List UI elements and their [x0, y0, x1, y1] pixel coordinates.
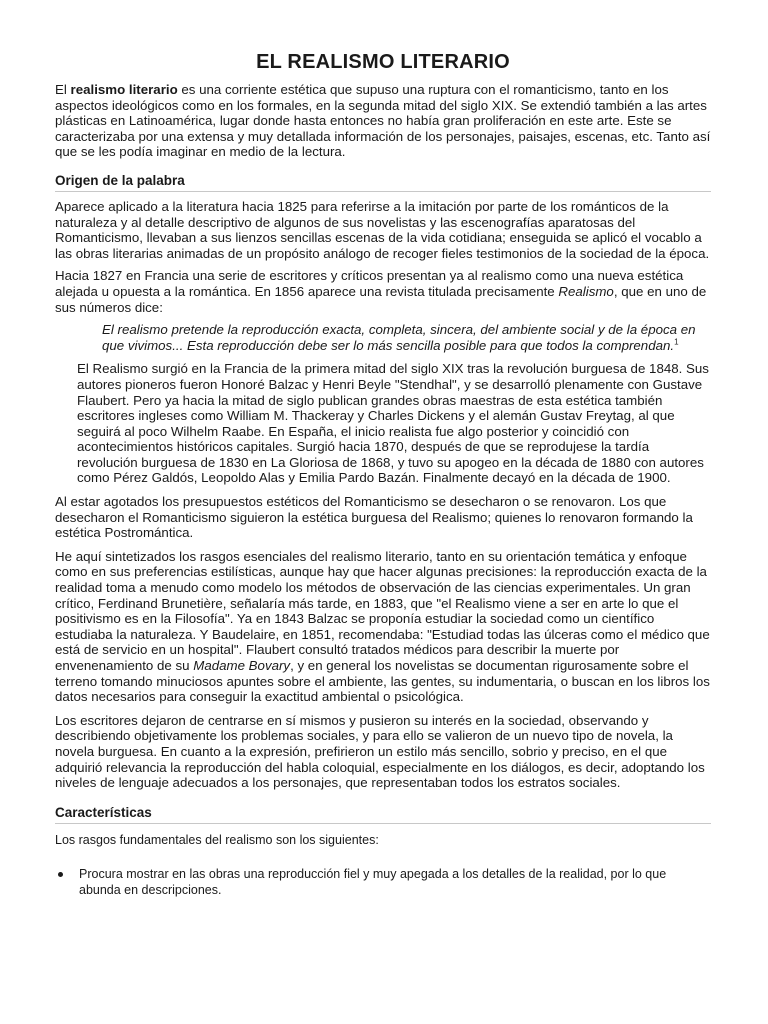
intro-post: es una corriente estética que supuso una ruptura con el romanticismo, tanto en los aspectos ideológicos como en los formales, en la segunda mitad del siglo XIX. Se extendió también a las artes plásticas en Latinoamérica, lugar donde hasta entonces no había gran proliferación en este arte. Este se caracterizaba por una extensa y muy detallada información de los personajes, paisajes, escenas, etc. Tanto así que se les podía imaginar en medio de la lectura.: [55, 82, 711, 160]
intro-pre: El: [55, 82, 71, 97]
intro-bold-term: realismo literario: [70, 82, 178, 97]
origen-p5-italic: Madame Bovary: [193, 658, 291, 673]
origen-p2-post: , que en uno de sus números dice:: [55, 283, 707, 315]
origen-paragraph-4: Al estar agotados los presupuestos estéticos del Romanticismo se desecharon o se renovaron. Los que desecharon el Romanticismo siguieron la estética burguesa del Realismo; quienes lo renovaron formando la estética Postromántica.: [55, 494, 693, 541]
section-heading-origen: Origen de la palabra: [55, 172, 711, 192]
quote-block: [102, 322, 711, 353]
page-title: EL REALISMO LITERARIO: [256, 51, 510, 73]
origen-p5-pre: He aquí sintetizados los rasgos esenciales del realismo literario, tanto en su orientación temática y enfoque como en sus preferencias estilísticas, aunque hay que hacer algunas precisiones: la reproducción exacta de la realidad toma a menudo como modelo los métodos de observación de las ciencias experimentales. Un gran crítico, Ferdinand Brunetière, señalaría más tarde, en 1883, que "el Realismo viene a ser en arte lo que el positivismo es en la Filosofía". Ya en 1843 Balzac se proponía estudiar la sociedad como un científico estudiaba la naturaleza. Y Baudelaire, en 1851, recomendaba: "Estudiad todas las úlceras como el médico que está de servicio en un hospital". Flaubert consultó tratados médicos para describir la muerte por envenenamiento de su: [55, 548, 710, 673]
section-heading-caracteristicas: Características: [55, 804, 711, 824]
origen-paragraph-5: [55, 549, 711, 705]
bullet-icon: [58, 872, 63, 877]
origen-paragraph-2: [55, 268, 711, 315]
list-item: [55, 867, 711, 898]
origen-p5-post: , y en general los novelistas se documentan rigurosamente sobre el terreno tomando minuciosos apuntes sobre el ambiente, las gentes, su indumentaria, o buscan en los libros los datos necesarios para conseguir la exactitud ambiental o psicológica.: [55, 658, 710, 705]
origen-paragraph-3: El Realismo surgió en la Francia de la primera mitad del siglo XIX tras la revolución burguesa de 1848. Sus autores pioneros fueron Honoré Balzac y Henri Beyle "Stendhal", y se desarrolló plenamente con Gustave Flaubert. Pero ya hacia la mitad de siglo publican grandes obras maestras de esta estética también escritores ingleses como William M. Thackeray y Charles Dickens y el alemán Gustav Freytag, al que seguirá al poco Wilhelm Raabe. En España, el inicio realista fue algo posterior y coincidió con acontecimientos históricos capitales. Surgió hacia 1870, después de que se reprodujese la tardía revolución burguesa de 1830 en La Gloriosa de 1868, y tuvo su apogeo en la década de 1880 con autores como Pérez Galdós, Leopoldo Alas y Emilia Pardo Bazán. Finalmente decayó en la década de 1900.: [77, 361, 709, 486]
origen-p2-italic: Realismo: [558, 283, 614, 299]
caracteristicas-intro: Los rasgos fundamentales del realismo son los siguientes:: [55, 832, 379, 847]
footnote-marker[interactable]: 1: [674, 337, 679, 347]
caracteristicas-list: [55, 867, 711, 898]
origen-p2-pre: Hacia 1827 en Francia una serie de escritores y críticos presentan ya al realismo como una nueva estética alejada u opuesta a la romántica. En 1856 aparece una revista titulada precisamente: [55, 268, 684, 299]
origen-paragraph-1: Aparece aplicado a la literatura hacia 1825 para referirse a la imitación por parte de los románticos de la naturaleza y al detalle descriptivo de algunos de sus novelistas y las escenografías aparatosas del Romanticismo, llevaban a sus lienzos sencillas escenas de la vida cotidiana; enseguida se aplicó el vocablo a las obras literarias animadas de un propósito análogo de recoger fieles testimonios de la sociedad de la época.: [55, 198, 710, 261]
origen-paragraph-6: Los escritores dejaron de centrarse en sí mismos y pusieron su interés en la sociedad, observando y describiendo objetivamente los problemas sociales, y para ello se valieron de un nuevo tipo de novela, la novela burguesa. En cuanto a la expresión, prefirieron un estilo más sencillo, sobrio y preciso, en el que adquirió relevancia la reproducción del habla coloquial, especialmente en los diálogos, es decir, adoptando los niveles de lenguaje adecuados a los personajes, que representaban todos los estratos sociales.: [55, 712, 705, 791]
quote-text: El realismo pretende la reproducción exacta, completa, sincera, del ambiente social y de la época en que vivimos... Esta reproducción debe ser lo más sencilla posible para que todos la comprendan.: [102, 322, 696, 353]
list-item-text: Procura mostrar en las obras una reproducción fiel y muy apegada a los detalles de la realidad, por lo que abunda en descripciones.: [79, 867, 667, 897]
intro-paragraph: [55, 82, 711, 160]
